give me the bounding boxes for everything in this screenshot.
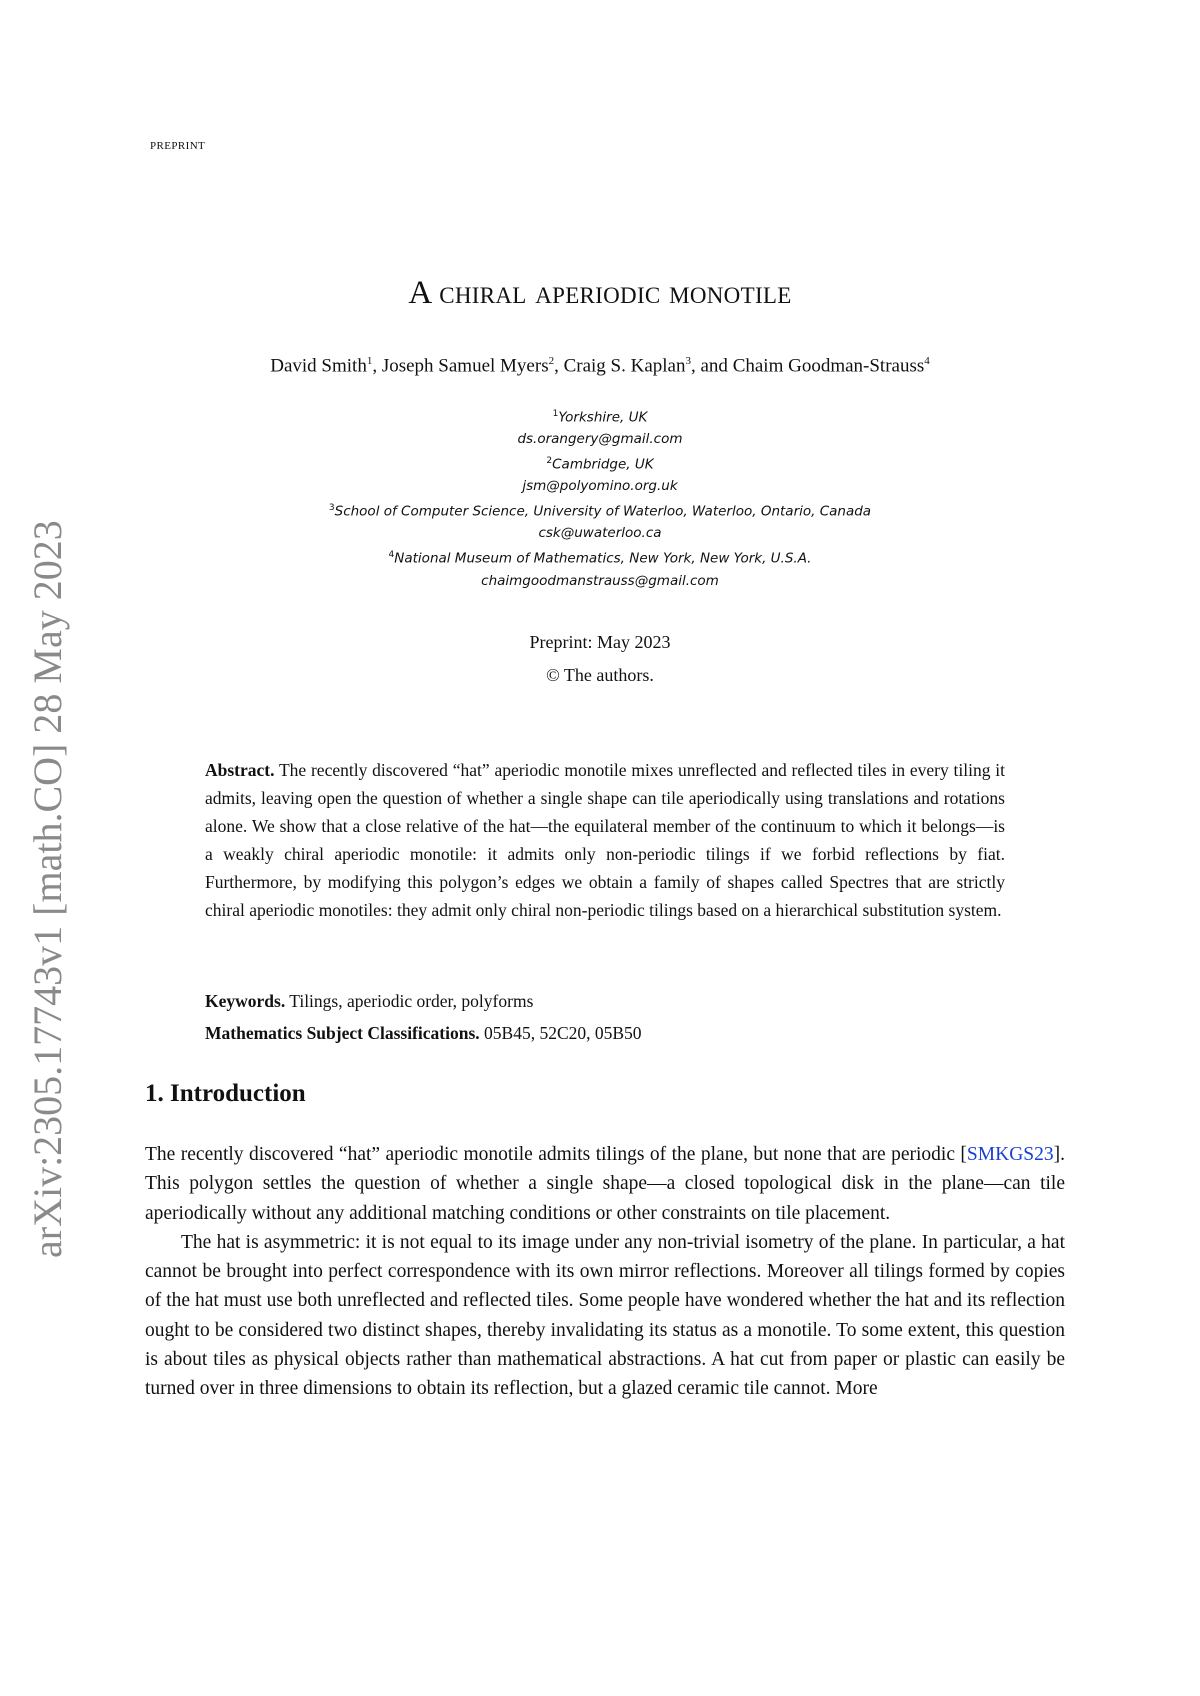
- author-name: David Smith: [270, 355, 367, 377]
- author-affiliation-mark: 2: [548, 355, 555, 367]
- paragraph-text: ]. This polygon settles the question of whether a single shape—a closed topological disk in the plane—can tile aperiodically without any additional matching conditions or other constraints on tile placement.: [145, 1144, 1065, 1224]
- affiliation-line: [0, 451, 1200, 476]
- affiliation-email: ds.orangery@gmail.com: [517, 431, 683, 448]
- abstract: [205, 756, 1005, 924]
- paper-title: A chiral aperiodic monotile: [408, 275, 792, 311]
- header-label: PREPRINT: [150, 140, 206, 152]
- author-separator: , and: [691, 355, 733, 377]
- paragraph-text: The recently discovered “hat” aperiodic monotile admits tilings of the plane, but none that are periodic [: [145, 1144, 967, 1165]
- affiliation-mark: 4: [388, 550, 395, 561]
- section-heading-introduction: 1. Introduction: [145, 1080, 306, 1107]
- keywords-line: [205, 987, 1005, 1015]
- citation-link[interactable]: SMKGS23: [966, 1144, 1054, 1165]
- arxiv-identifier-stamp: arXiv:2305.17743v1 [math.CO] 28 May 2023: [25, 520, 70, 1258]
- preprint-date: Preprint: May 2023: [529, 632, 671, 652]
- affiliation-list: [0, 404, 1200, 592]
- introduction-paragraph: The hat is asymmetric: it is not equal to its image under any non-trivial isometry of the plane. In particular, a hat cannot be brought into perfect correspondence with its own mirror reflections. Moreover all tilings formed by copies of the hat must use both unreflected and reflected tiles. Some people have wondered whether the hat and its reflection ought to be considered two distinct shapes, thereby invalidating its status as a monotile. To some extent, this question is about tiles as physical objects rather than mathematical abstractions. A hat cut from paper or plastic can easily be turned over in three dimensions to obtain its reflection, but a glazed ceramic tile cannot. More: [145, 1231, 1065, 1400]
- affiliation-line: [0, 498, 1200, 523]
- author-list: [0, 355, 1200, 377]
- msc-label: Mathematics Subject Classifications.: [205, 1023, 480, 1043]
- author-separator: ,: [554, 355, 564, 377]
- affiliation-email: csk@uwaterloo.ca: [538, 525, 662, 542]
- abstract-label: Abstract.: [205, 760, 275, 780]
- affiliation-line: [0, 404, 1200, 429]
- author-affiliation-mark: 1: [366, 355, 373, 367]
- author-affiliation-mark: 3: [685, 355, 691, 367]
- introduction-body: [145, 1140, 1065, 1404]
- copyright-notice: © The authors.: [546, 665, 654, 685]
- affiliation-place: Cambridge, UK: [552, 456, 654, 473]
- author-separator: ,: [372, 355, 382, 377]
- author-name: Joseph Samuel Myers: [381, 355, 549, 377]
- author-name: Craig S. Kaplan: [563, 355, 686, 377]
- introduction-paragraph: [145, 1140, 1065, 1228]
- affiliation-mark: 1: [552, 409, 559, 419]
- keywords-label: Keywords.: [205, 991, 286, 1011]
- affiliation-place: National Museum of Mathematics, New York, New York, U.S.A.: [394, 550, 812, 567]
- author-affiliation-mark: 4: [924, 355, 930, 367]
- affiliation-email: chaimgoodmanstrauss@gmail.com: [481, 572, 719, 589]
- abstract-text: The recently discovered “hat” aperiodic monotile mixes unreflected and reflected tiles in every tiling it admits, leaving open the question of whether a single shape can tile aperiodically using translations and rotations alone. We show that a close relative of the hat—the equilateral member of the continuum to which it belongs—is a weakly chiral aperiodic monotile: it admits only non-periodic tilings if we forbid reflections by fiat. Furthermore, by modifying this polygon’s edges we obtain a family of shapes called Spectres that are strictly chiral aperiodic monotiles: they admit only chiral non-periodic tilings based on a hierarchical substitution system.: [205, 760, 1005, 920]
- affiliation-mark: 2: [546, 456, 553, 467]
- author-name: Chaim Goodman-Strauss: [732, 355, 925, 377]
- affiliation-email: jsm@polyomino.org.uk: [522, 478, 678, 495]
- affiliation-line: [0, 545, 1200, 570]
- keywords-text: Tilings, aperiodic order, polyforms: [285, 991, 534, 1011]
- msc-text: 05B45, 52C20, 05B50: [479, 1023, 642, 1043]
- msc-line: [205, 1019, 1005, 1047]
- affiliation-place: School of Computer Science, University of Waterloo, Waterloo, Ontario, Canada: [334, 503, 872, 520]
- affiliation-mark: 3: [328, 503, 335, 514]
- affiliation-place: Yorkshire, UK: [558, 409, 648, 426]
